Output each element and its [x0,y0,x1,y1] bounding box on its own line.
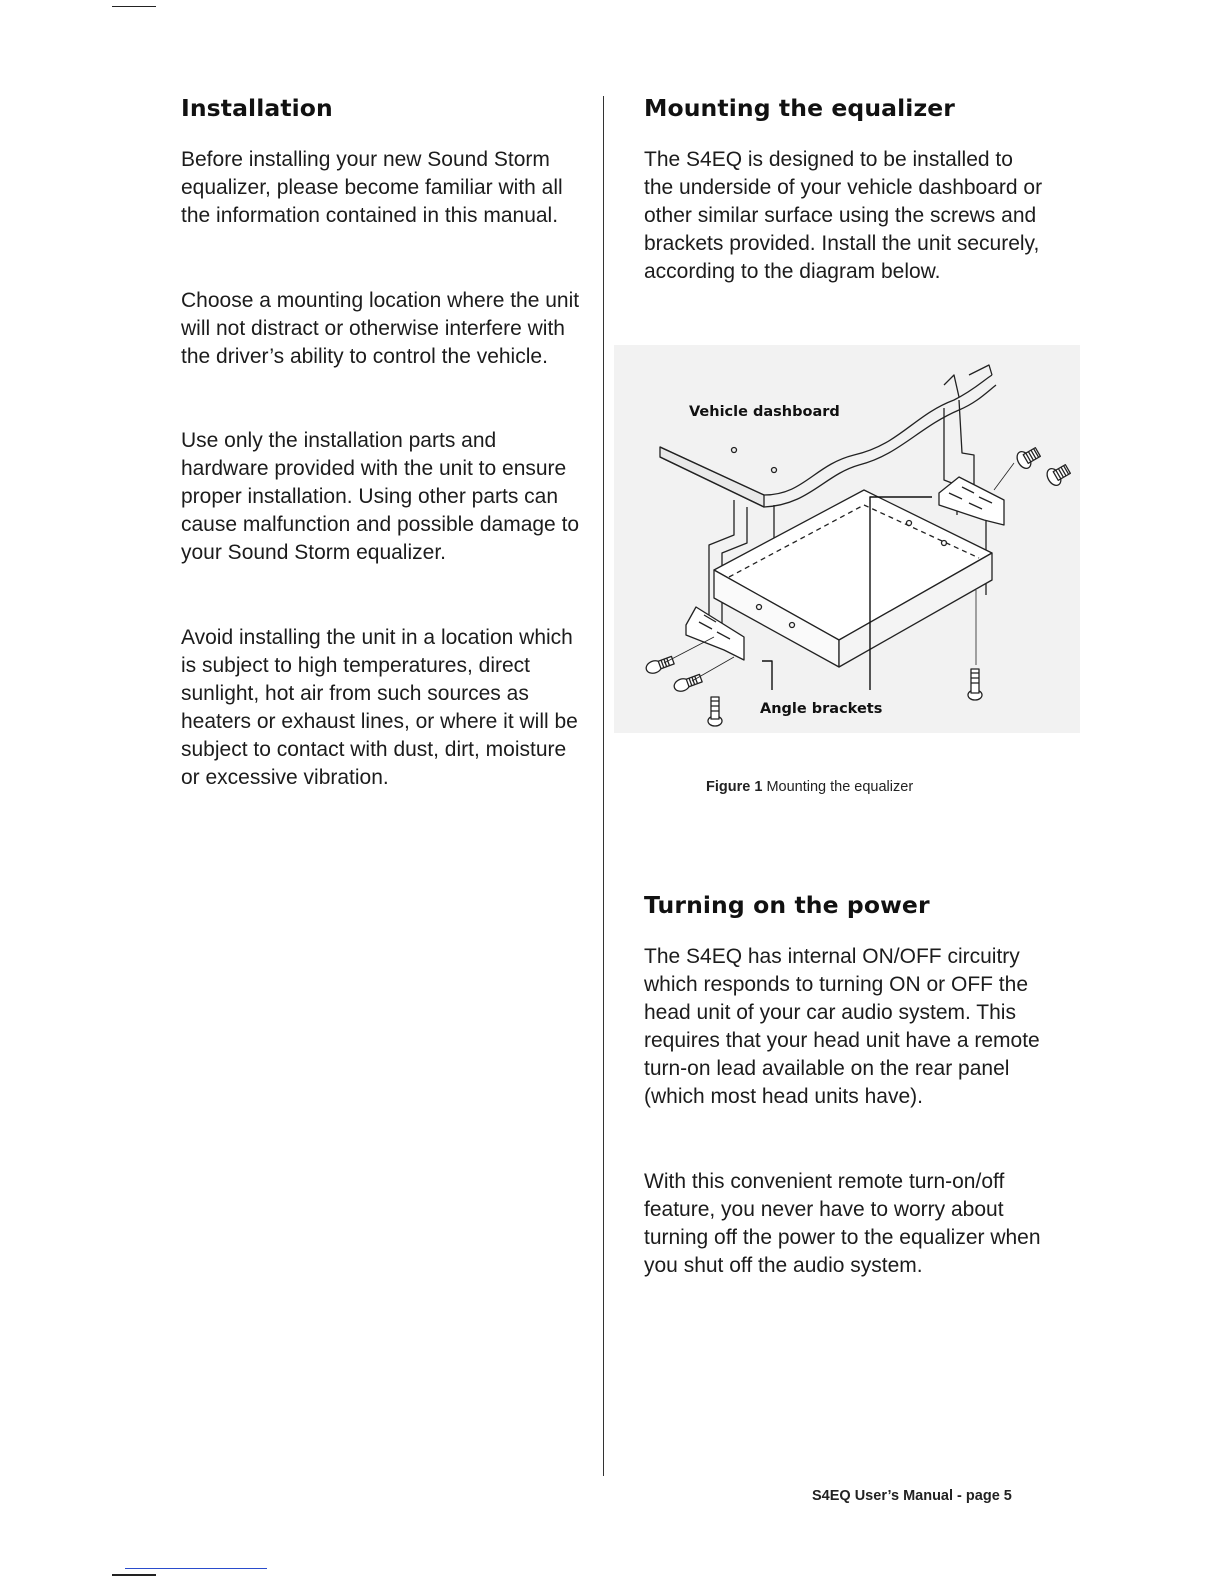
installation-paragraph-1: Before installing your new Sound Storm equalizer, please become familiar with all the information contained in this manual. [181,148,563,228]
power-section [644,889,1044,1289]
installation-paragraph-2: Choose a mounting location where the unit will not distract or otherwise interfere with the driver’s ability to control the vehicle. [181,289,580,369]
installation-paragraph-4: Avoid installing the unit in a location which is subject to high temperatures, direct sunlight, hot air from such sources as heaters or exhaust lines, or where it will be subject to contact with dust, dirt, moisture or excessive vibration. [181,626,578,790]
power-heading: Turning on the power [644,891,930,919]
label-angle-brackets: Angle brackets [760,701,883,717]
figure-caption [706,779,913,795]
crop-mark [112,1574,156,1576]
installation-section [181,92,581,832]
label-vehicle-dashboard: Vehicle dashboard [689,404,840,420]
installation-paragraph-3: Use only the installation parts and hardware provided with the unit to ensure proper installation. Using other parts can cause malfunction and possible damage to your Sound Storm equalizer. [181,429,580,565]
power-paragraph-1: The S4EQ has internal ON/OFF circuitry which responds to turning ON or OFF the head unit of your car audio system. This requires that your head unit have a remote turn-on lead available on the rear panel (which most head units have). [644,945,1040,1109]
installation-heading: Installation [181,94,333,122]
page-footer: S4EQ User’s Manual - page 5 [812,1488,1012,1504]
mounting-section [644,92,1044,322]
figure-caption-number: Figure 1 [706,779,763,795]
mounting-paragraph: The S4EQ is designed to be installed to the underside of your vehicle dashboard or other similar surface using the screws and brackets provided. Install the unit securely, according to the diagram below. [644,148,1043,284]
figure-caption-text: Mounting the equalizer [766,779,914,795]
footer-rule [125,1568,267,1569]
crop-mark [112,6,156,7]
mounting-heading: Mounting the equalizer [644,94,955,122]
power-paragraph-2: With this convenient remote turn-on/off feature, you never have to worry about turning off the power to the equalizer when you shut off the audio system. [644,1170,1041,1278]
column-divider [603,96,604,1476]
mounting-diagram [614,345,1080,733]
